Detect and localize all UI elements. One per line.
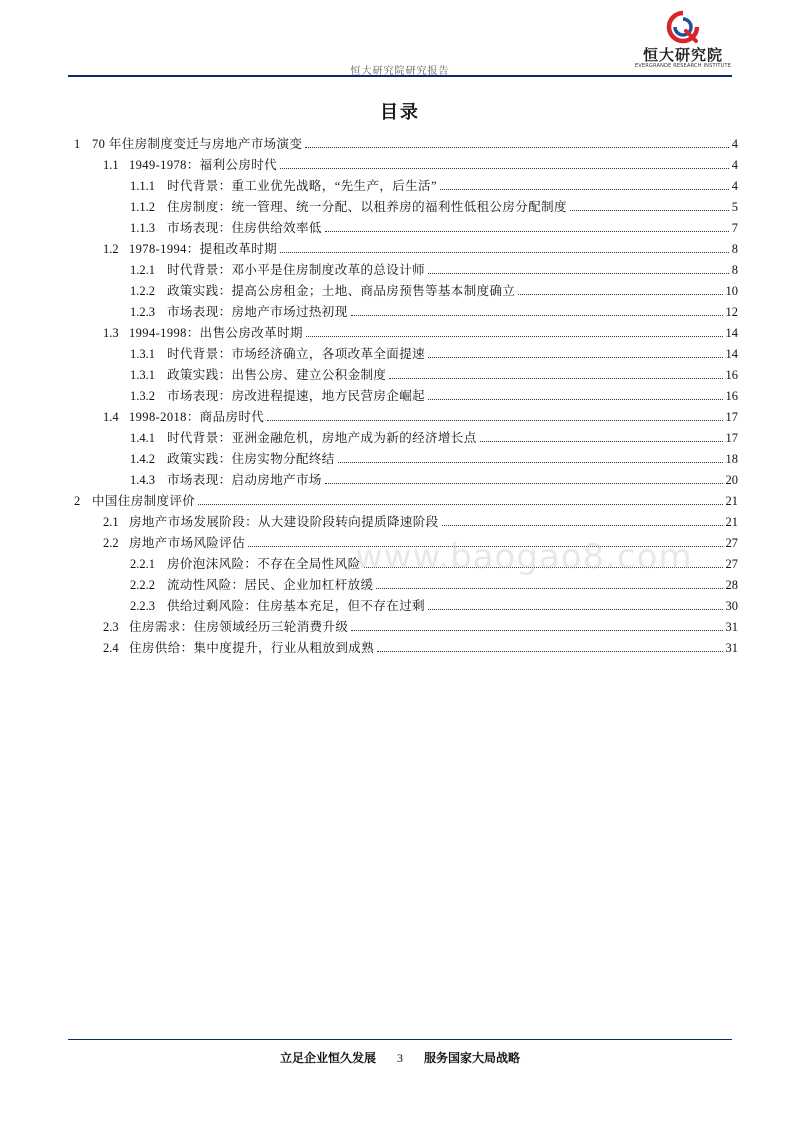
toc-entry[interactable] <box>130 426 738 446</box>
toc-entry[interactable] <box>130 342 738 362</box>
toc-entry-number: 1.3.2 <box>130 389 155 403</box>
toc-leader-dots <box>570 210 729 211</box>
toc-title: 目录 <box>380 102 420 122</box>
toc-entry-page: 28 <box>725 578 738 592</box>
toc-entry-page: 7 <box>731 221 738 235</box>
toc-entry-page: 27 <box>725 557 738 571</box>
toc-entry[interactable] <box>130 300 738 320</box>
toc-entry-page: 8 <box>731 263 738 277</box>
toc-entry[interactable] <box>103 237 738 257</box>
toc-entry-number: 1.3.1 <box>130 347 155 361</box>
footer-divider <box>68 1039 732 1040</box>
toc-entry[interactable] <box>103 153 738 173</box>
toc-entry-number: 2.2.3 <box>130 599 155 613</box>
logo-name: 恒大研究院 <box>642 46 723 64</box>
toc-entry-title: 时代背景：亚洲金融危机，房地产成为新的经济增长点 <box>167 431 477 445</box>
evergrande-logo-icon <box>666 10 700 44</box>
toc-entry[interactable] <box>130 279 738 299</box>
footer-right-slogan: 服务国家大局战略 <box>424 1051 521 1065</box>
toc-leader-dots <box>280 252 729 253</box>
toc-entry-title: 房价泡沫风险：不存在全局性风险 <box>167 557 361 571</box>
toc-entry-page: 4 <box>731 179 738 193</box>
toc-entry-page: 12 <box>725 305 738 319</box>
toc-entry-title: 时代背景：市场经济确立，各项改革全面提速 <box>167 347 426 361</box>
toc-entry[interactable] <box>130 594 738 614</box>
toc-entry-title: 政策实践：出售公房、建立公积金制度 <box>167 368 387 382</box>
toc-leader-dots <box>376 588 722 589</box>
toc-entry[interactable] <box>130 258 738 278</box>
toc-leader-dots <box>325 483 723 484</box>
header-divider <box>68 75 732 77</box>
logo-subtitle: EVERGRANDE RESEARCH INSTITUTE <box>634 63 732 69</box>
toc-entry-title: 房地产市场风险评估 <box>129 536 246 550</box>
toc-entry-page: 31 <box>725 620 738 634</box>
toc-entry-page: 17 <box>725 410 738 424</box>
toc-entry-number: 1.2.3 <box>130 305 155 319</box>
toc-entry-page: 20 <box>725 473 738 487</box>
toc-entry-title: 1994-1998：出售公房改革时期 <box>129 326 303 340</box>
toc-leader-dots <box>351 315 723 316</box>
toc-leader-dots <box>351 630 722 631</box>
toc-entry-title: 时代背景：邓小平是住房制度改革的总设计师 <box>167 263 426 277</box>
toc-entry-page: 8 <box>731 242 738 256</box>
toc-entry[interactable] <box>74 489 738 509</box>
toc-entry-number: 1.1.3 <box>130 221 155 235</box>
toc-entry-title: 市场表现：住房供给效率低 <box>167 221 322 235</box>
toc-entry-title: 住房需求：住房领域经历三轮消费升级 <box>129 620 349 634</box>
toc-leader-dots <box>440 189 729 190</box>
toc-entry-title: 市场表现：房改进程提速，地方民营房企崛起 <box>167 389 426 403</box>
toc-entry-page: 21 <box>725 494 738 508</box>
toc-entry-page: 5 <box>731 200 738 214</box>
toc-leader-dots <box>267 420 722 421</box>
toc-entry-number: 2.2 <box>103 536 119 550</box>
toc-entry-page: 4 <box>731 137 738 151</box>
toc-entry[interactable] <box>103 510 738 530</box>
toc-entry-title: 中国住房制度评价 <box>92 494 196 508</box>
toc-entry-number: 2.4 <box>103 641 119 655</box>
toc-entry-title: 政策实践：提高公房租金；土地、商品房预售等基本制度确立 <box>167 284 516 298</box>
toc-entry-page: 17 <box>725 431 738 445</box>
toc-entry-title: 1949-1978：福利公房时代 <box>129 158 278 172</box>
toc-entry[interactable] <box>130 468 738 488</box>
toc-entry-number: 2.2.1 <box>130 557 155 571</box>
toc-leader-dots <box>389 378 722 379</box>
toc-entry-title: 流动性风险：居民、企业加杠杆放缓 <box>167 578 374 592</box>
toc-leader-dots <box>198 504 722 505</box>
toc-entry-number: 1 <box>74 137 81 151</box>
toc-entry-page: 31 <box>725 641 738 655</box>
toc-entry[interactable] <box>103 636 738 656</box>
toc-entry-page: 14 <box>725 326 738 340</box>
toc-entry-page: 10 <box>725 284 738 298</box>
toc-entry-title: 1978-1994：提租改革时期 <box>129 242 278 256</box>
toc-leader-dots <box>325 231 729 232</box>
toc-entry-number: 1.4.3 <box>130 473 155 487</box>
toc-entry-page: 30 <box>725 599 738 613</box>
footer-left-slogan: 立足企业恒久发展 <box>279 1051 376 1065</box>
toc-entry-number: 1.3.1 <box>130 368 155 382</box>
toc-entry[interactable] <box>130 195 738 215</box>
toc-entry-number: 2 <box>74 494 81 508</box>
toc-entry[interactable] <box>130 174 738 194</box>
toc-entry[interactable] <box>103 615 738 635</box>
toc-entry-page: 14 <box>725 347 738 361</box>
toc-entry-number: 2.3 <box>103 620 119 634</box>
toc-entry-number: 1.4 <box>103 410 119 424</box>
toc-entry-title: 住房供给：集中度提升，行业从粗放到成熟 <box>129 641 375 655</box>
toc-entry-title: 市场表现：房地产市场过热初现 <box>167 305 348 319</box>
toc-entry[interactable] <box>103 405 738 425</box>
toc-leader-dots <box>377 651 722 652</box>
toc-entry-number: 2.1 <box>103 515 119 529</box>
toc-leader-dots <box>442 525 723 526</box>
toc-leader-dots <box>306 336 723 337</box>
toc-entry-title: 住房制度：统一管理、统一分配、以租养房的福利性低租公房分配制度 <box>167 200 567 214</box>
toc-entry-number: 1.2.1 <box>130 263 155 277</box>
toc-entry[interactable] <box>103 321 738 341</box>
evergrande-logo <box>628 10 738 72</box>
toc-entry-number: 1.2 <box>103 242 119 256</box>
watermark: www.baogao8.com <box>355 537 693 577</box>
toc-entry-page: 4 <box>731 158 738 172</box>
toc-leader-dots <box>305 147 728 148</box>
toc-entry-title: 供给过剩风险：住房基本充足，但不存在过剩 <box>167 599 426 613</box>
toc-entry[interactable] <box>74 132 738 152</box>
page-footer <box>0 1049 800 1066</box>
toc-entry-page: 27 <box>725 536 738 550</box>
toc-entry-title: 政策实践：住房实物分配终结 <box>167 452 335 466</box>
toc-entry-number: 1.1.2 <box>130 200 155 214</box>
toc-entry-number: 1.1 <box>103 158 119 172</box>
toc-entry-page: 21 <box>725 515 738 529</box>
toc-leader-dots <box>428 399 722 400</box>
toc-entry-number: 2.2.2 <box>130 578 155 592</box>
toc-entry-number: 1.1.1 <box>130 179 155 193</box>
toc-leader-dots <box>428 609 722 610</box>
toc-entry-number: 1.4.1 <box>130 431 155 445</box>
toc-entry-page: 16 <box>725 389 738 403</box>
toc-entry[interactable] <box>130 384 738 404</box>
toc-leader-dots <box>428 273 729 274</box>
page-number: 3 <box>397 1051 403 1065</box>
toc-entry[interactable] <box>130 363 738 383</box>
toc-entry[interactable] <box>130 447 738 467</box>
toc-entry-title: 房地产市场发展阶段：从大建设阶段转向提质降速阶段 <box>129 515 439 529</box>
report-header-title: 恒大研究院研究报告 <box>350 66 450 77</box>
toc-entry-number: 1.2.2 <box>130 284 155 298</box>
toc-entry[interactable] <box>130 216 738 236</box>
toc-entry-number: 1.4.2 <box>130 452 155 466</box>
toc-entry-number: 1.3 <box>103 326 119 340</box>
toc-leader-dots <box>480 441 723 442</box>
toc-entry-title: 时代背景：重工业优先战略，“先生产，后生活” <box>167 179 437 193</box>
toc-leader-dots <box>428 357 722 358</box>
toc-entry-title: 70 年住房制度变迁与房地产市场演变 <box>92 137 303 151</box>
toc-entry-title: 1998-2018：商品房时代 <box>129 410 265 424</box>
toc-entry-page: 16 <box>725 368 738 382</box>
toc-leader-dots <box>280 168 729 169</box>
toc-leader-dots <box>518 294 722 295</box>
toc-leader-dots <box>338 462 723 463</box>
toc-entry-page: 18 <box>725 452 738 466</box>
toc-entry-title: 市场表现：启动房地产市场 <box>167 473 322 487</box>
